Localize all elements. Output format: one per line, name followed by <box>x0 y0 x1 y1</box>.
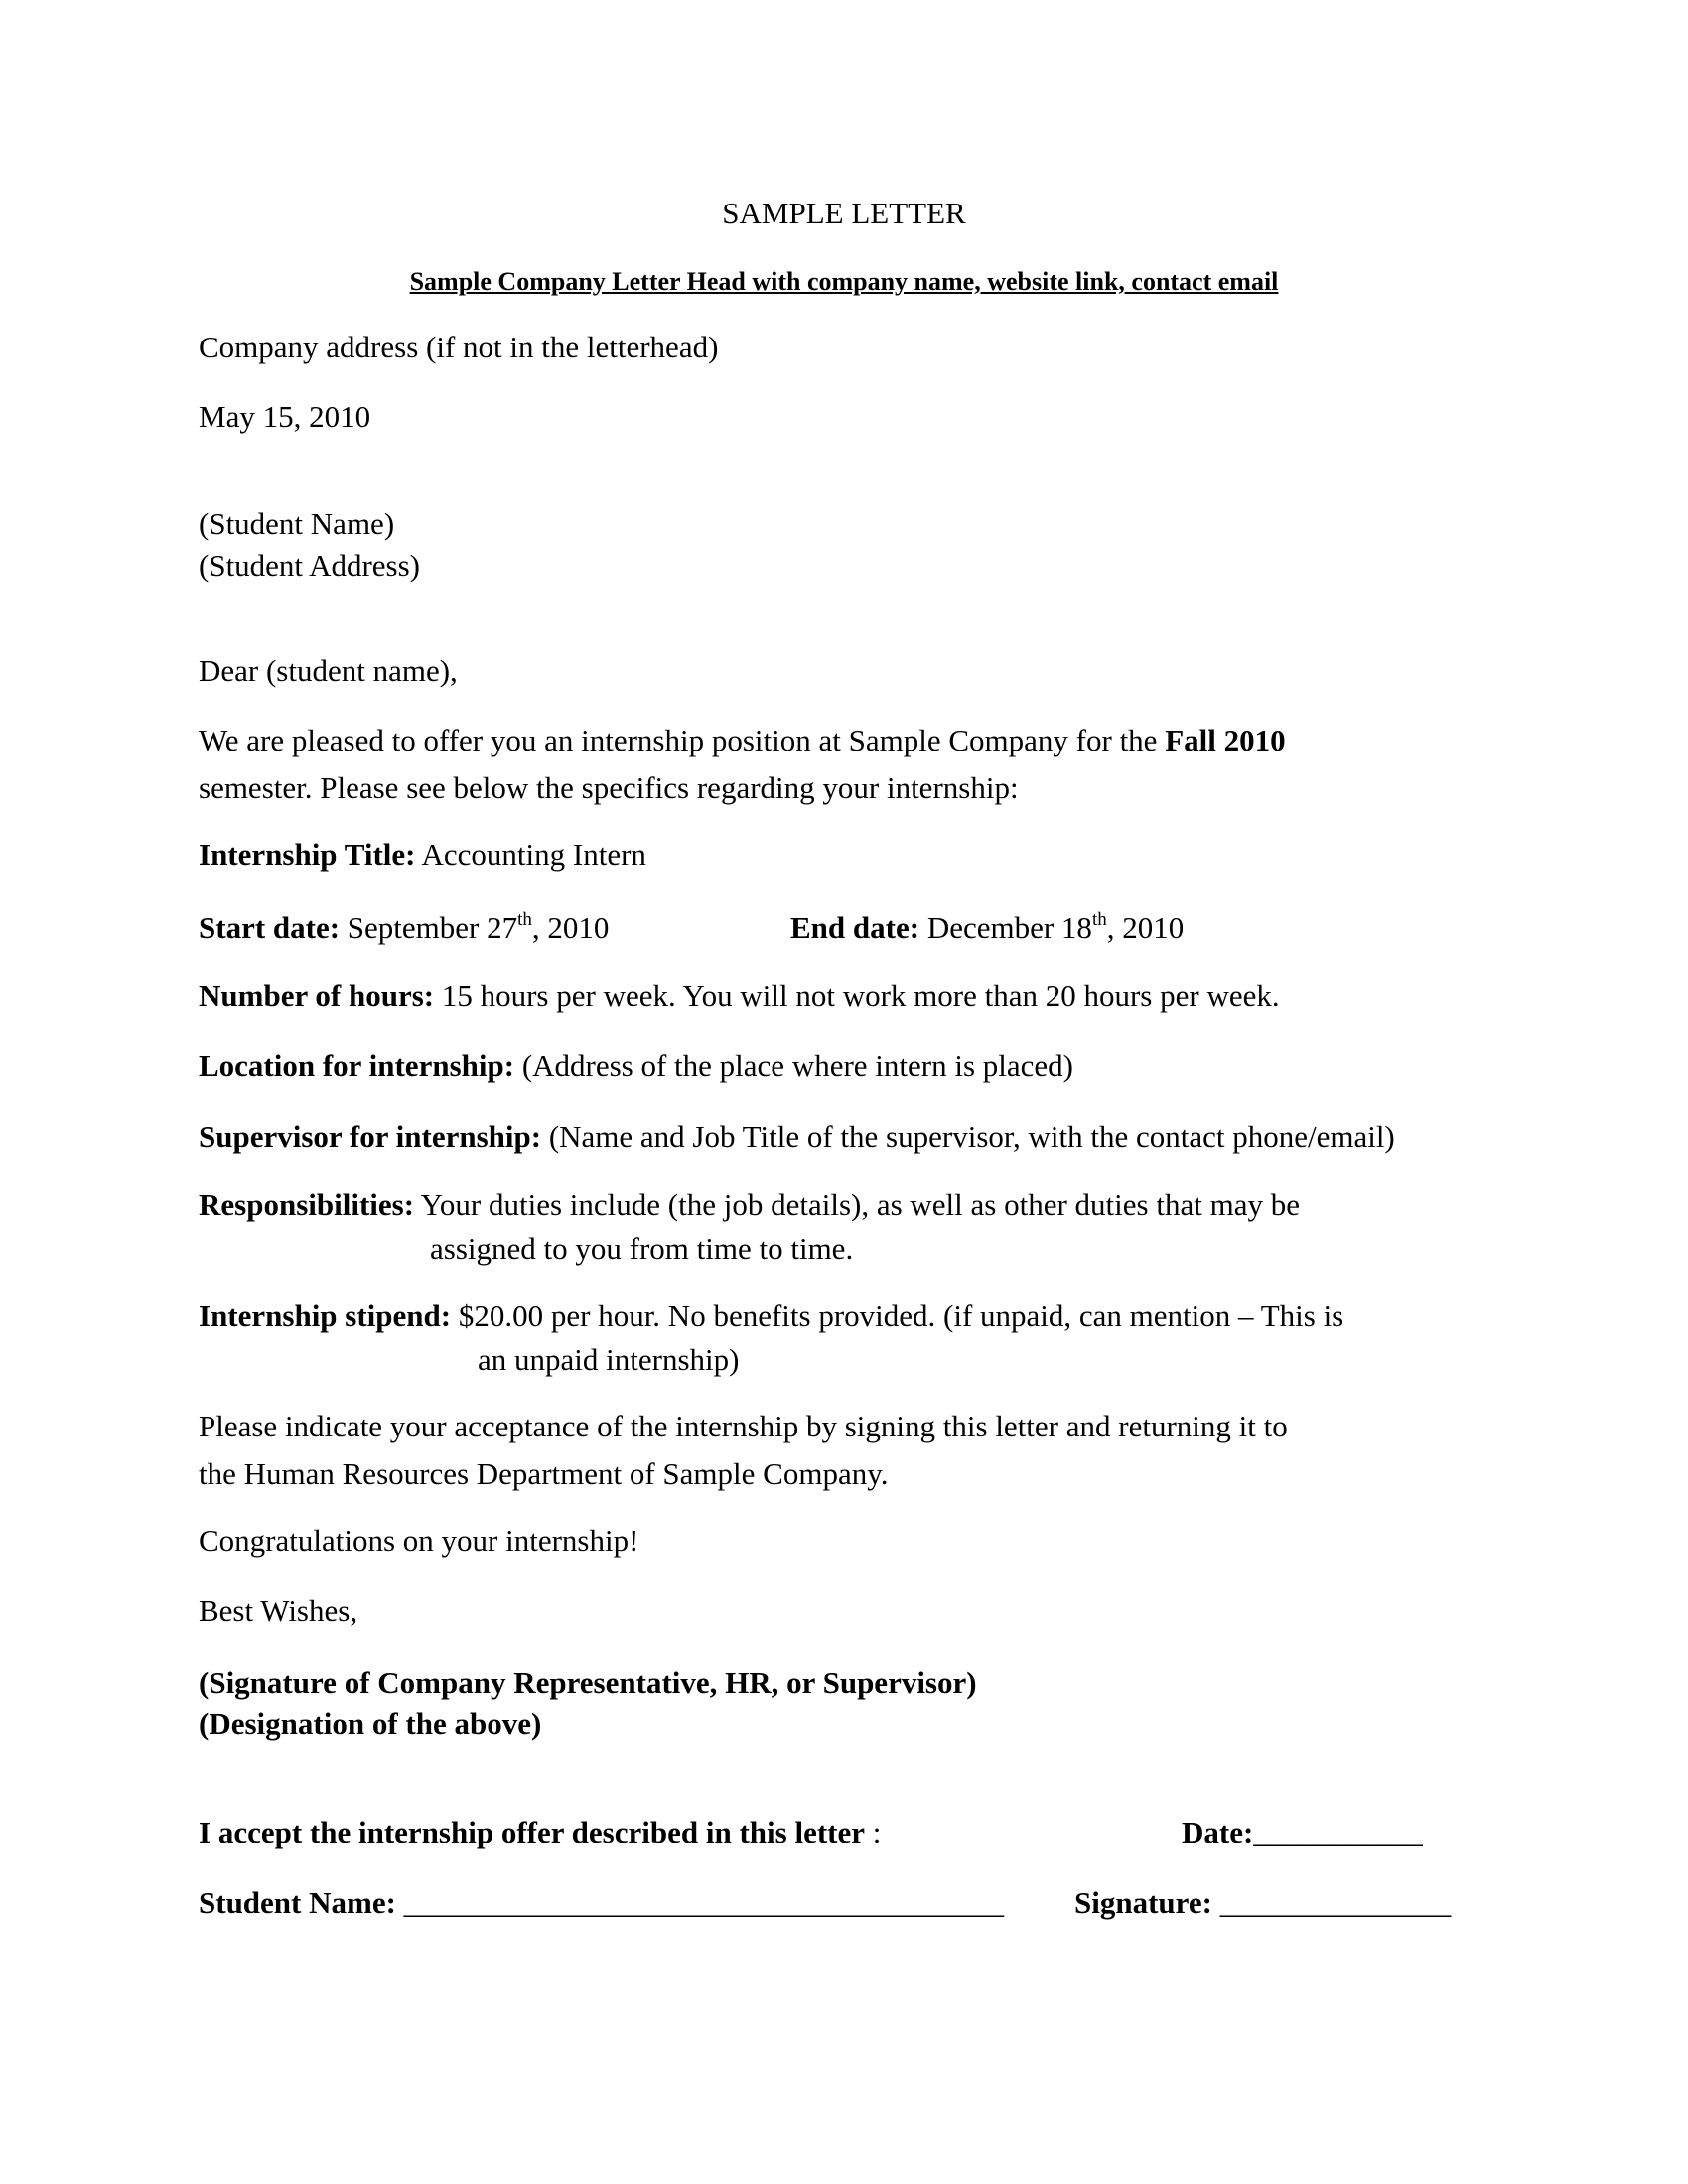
start-date-value: September 27 <box>340 910 518 945</box>
stipend-row <box>199 1297 1343 1336</box>
congratulations: Congratulations on your internship! <box>199 1523 639 1558</box>
letterhead-line: Sample Company Letter Head with company name, website link, contact email <box>409 267 1279 296</box>
start-date-suffix: th <box>517 908 532 930</box>
start-date-row <box>199 908 609 948</box>
location-label: Location for internship: <box>199 1048 515 1083</box>
signature-field[interactable] <box>1074 1883 1451 1923</box>
signature-label: Signature: <box>1074 1885 1212 1920</box>
responsibilities-value: Your duties include (the job details), as well as other duties that may be <box>414 1187 1300 1222</box>
responsibilities-label: Responsibilities: <box>199 1187 415 1222</box>
acceptance-line-2: the Human Resources Department of Sample Company. <box>199 1456 889 1491</box>
responsibilities-continuation: assigned to you from time to time. <box>430 1231 854 1266</box>
letter-date: May 15, 2010 <box>199 399 371 434</box>
start-date-year: , 2010 <box>531 910 610 945</box>
accept-offer-colon: : <box>865 1815 882 1849</box>
hours-label: Number of hours: <box>199 978 435 1013</box>
end-date-label: End date: <box>790 910 920 945</box>
end-date-year: , 2010 <box>1106 910 1185 945</box>
end-date-suffix: th <box>1091 908 1107 930</box>
stipend-continuation: an unpaid internship) <box>478 1342 740 1377</box>
company-address: Company address (if not in the letterhead) <box>199 330 719 364</box>
designation-line: (Designation of the above) <box>199 1706 542 1741</box>
student-name-field[interactable] <box>199 1883 1004 1923</box>
accept-offer-text: I accept the internship offer described in this letter <box>199 1815 865 1849</box>
intro-semester: Fall 2010 <box>1165 723 1286 757</box>
acceptance-line-1: Please indicate your acceptance of the internship by signing this letter and returning it to <box>199 1409 1288 1443</box>
accept-offer-row <box>199 1813 881 1852</box>
closing: Best Wishes, <box>199 1593 358 1628</box>
signature-line: (Signature of Company Representative, HR, or Supervisor) <box>199 1665 977 1700</box>
stipend-value: $20.00 per hour. No benefits provided. (if unpaid, can mention – This is <box>451 1298 1344 1333</box>
intro-line-1 <box>199 721 1286 760</box>
location-value: (Address of the place where intern is placed) <box>514 1048 1073 1083</box>
date-label: Date: <box>1182 1815 1254 1849</box>
date-blank[interactable]: ___________ <box>1253 1815 1423 1849</box>
supervisor-row <box>199 1117 1395 1157</box>
salutation: Dear (student name), <box>199 653 458 688</box>
end-date-row <box>790 908 1184 948</box>
end-date-value: December 18 <box>919 910 1092 945</box>
supervisor-value: (Name and Job Title of the supervisor, with the contact phone/email) <box>541 1119 1395 1154</box>
stipend-label: Internship stipend: <box>199 1298 452 1333</box>
internship-title-row <box>199 835 646 875</box>
page-title: SAMPLE LETTER <box>722 196 966 230</box>
intro-text: We are pleased to offer you an internship position at Sample Company for the <box>199 723 1166 757</box>
signature-blank[interactable]: _______________ <box>1211 1885 1452 1920</box>
student-name: (Student Name) <box>199 506 395 541</box>
responsibilities-row <box>199 1185 1300 1225</box>
supervisor-label: Supervisor for internship: <box>199 1119 542 1154</box>
hours-row <box>199 976 1280 1016</box>
date-field[interactable] <box>1182 1813 1423 1852</box>
internship-title-label: Internship Title: <box>199 837 416 872</box>
location-row <box>199 1046 1073 1086</box>
internship-title-value: Accounting Intern <box>415 837 646 872</box>
intro-line-2: semester. Please see below the specifics regarding your internship: <box>199 770 1019 805</box>
student-name-blank[interactable]: _______________________________________ <box>395 1885 1005 1920</box>
hours-value: 15 hours per week. You will not work more than 20 hours per week. <box>434 978 1280 1013</box>
student-address: (Student Address) <box>199 548 421 583</box>
student-name-label: Student Name: <box>199 1885 396 1920</box>
start-date-label: Start date: <box>199 910 341 945</box>
